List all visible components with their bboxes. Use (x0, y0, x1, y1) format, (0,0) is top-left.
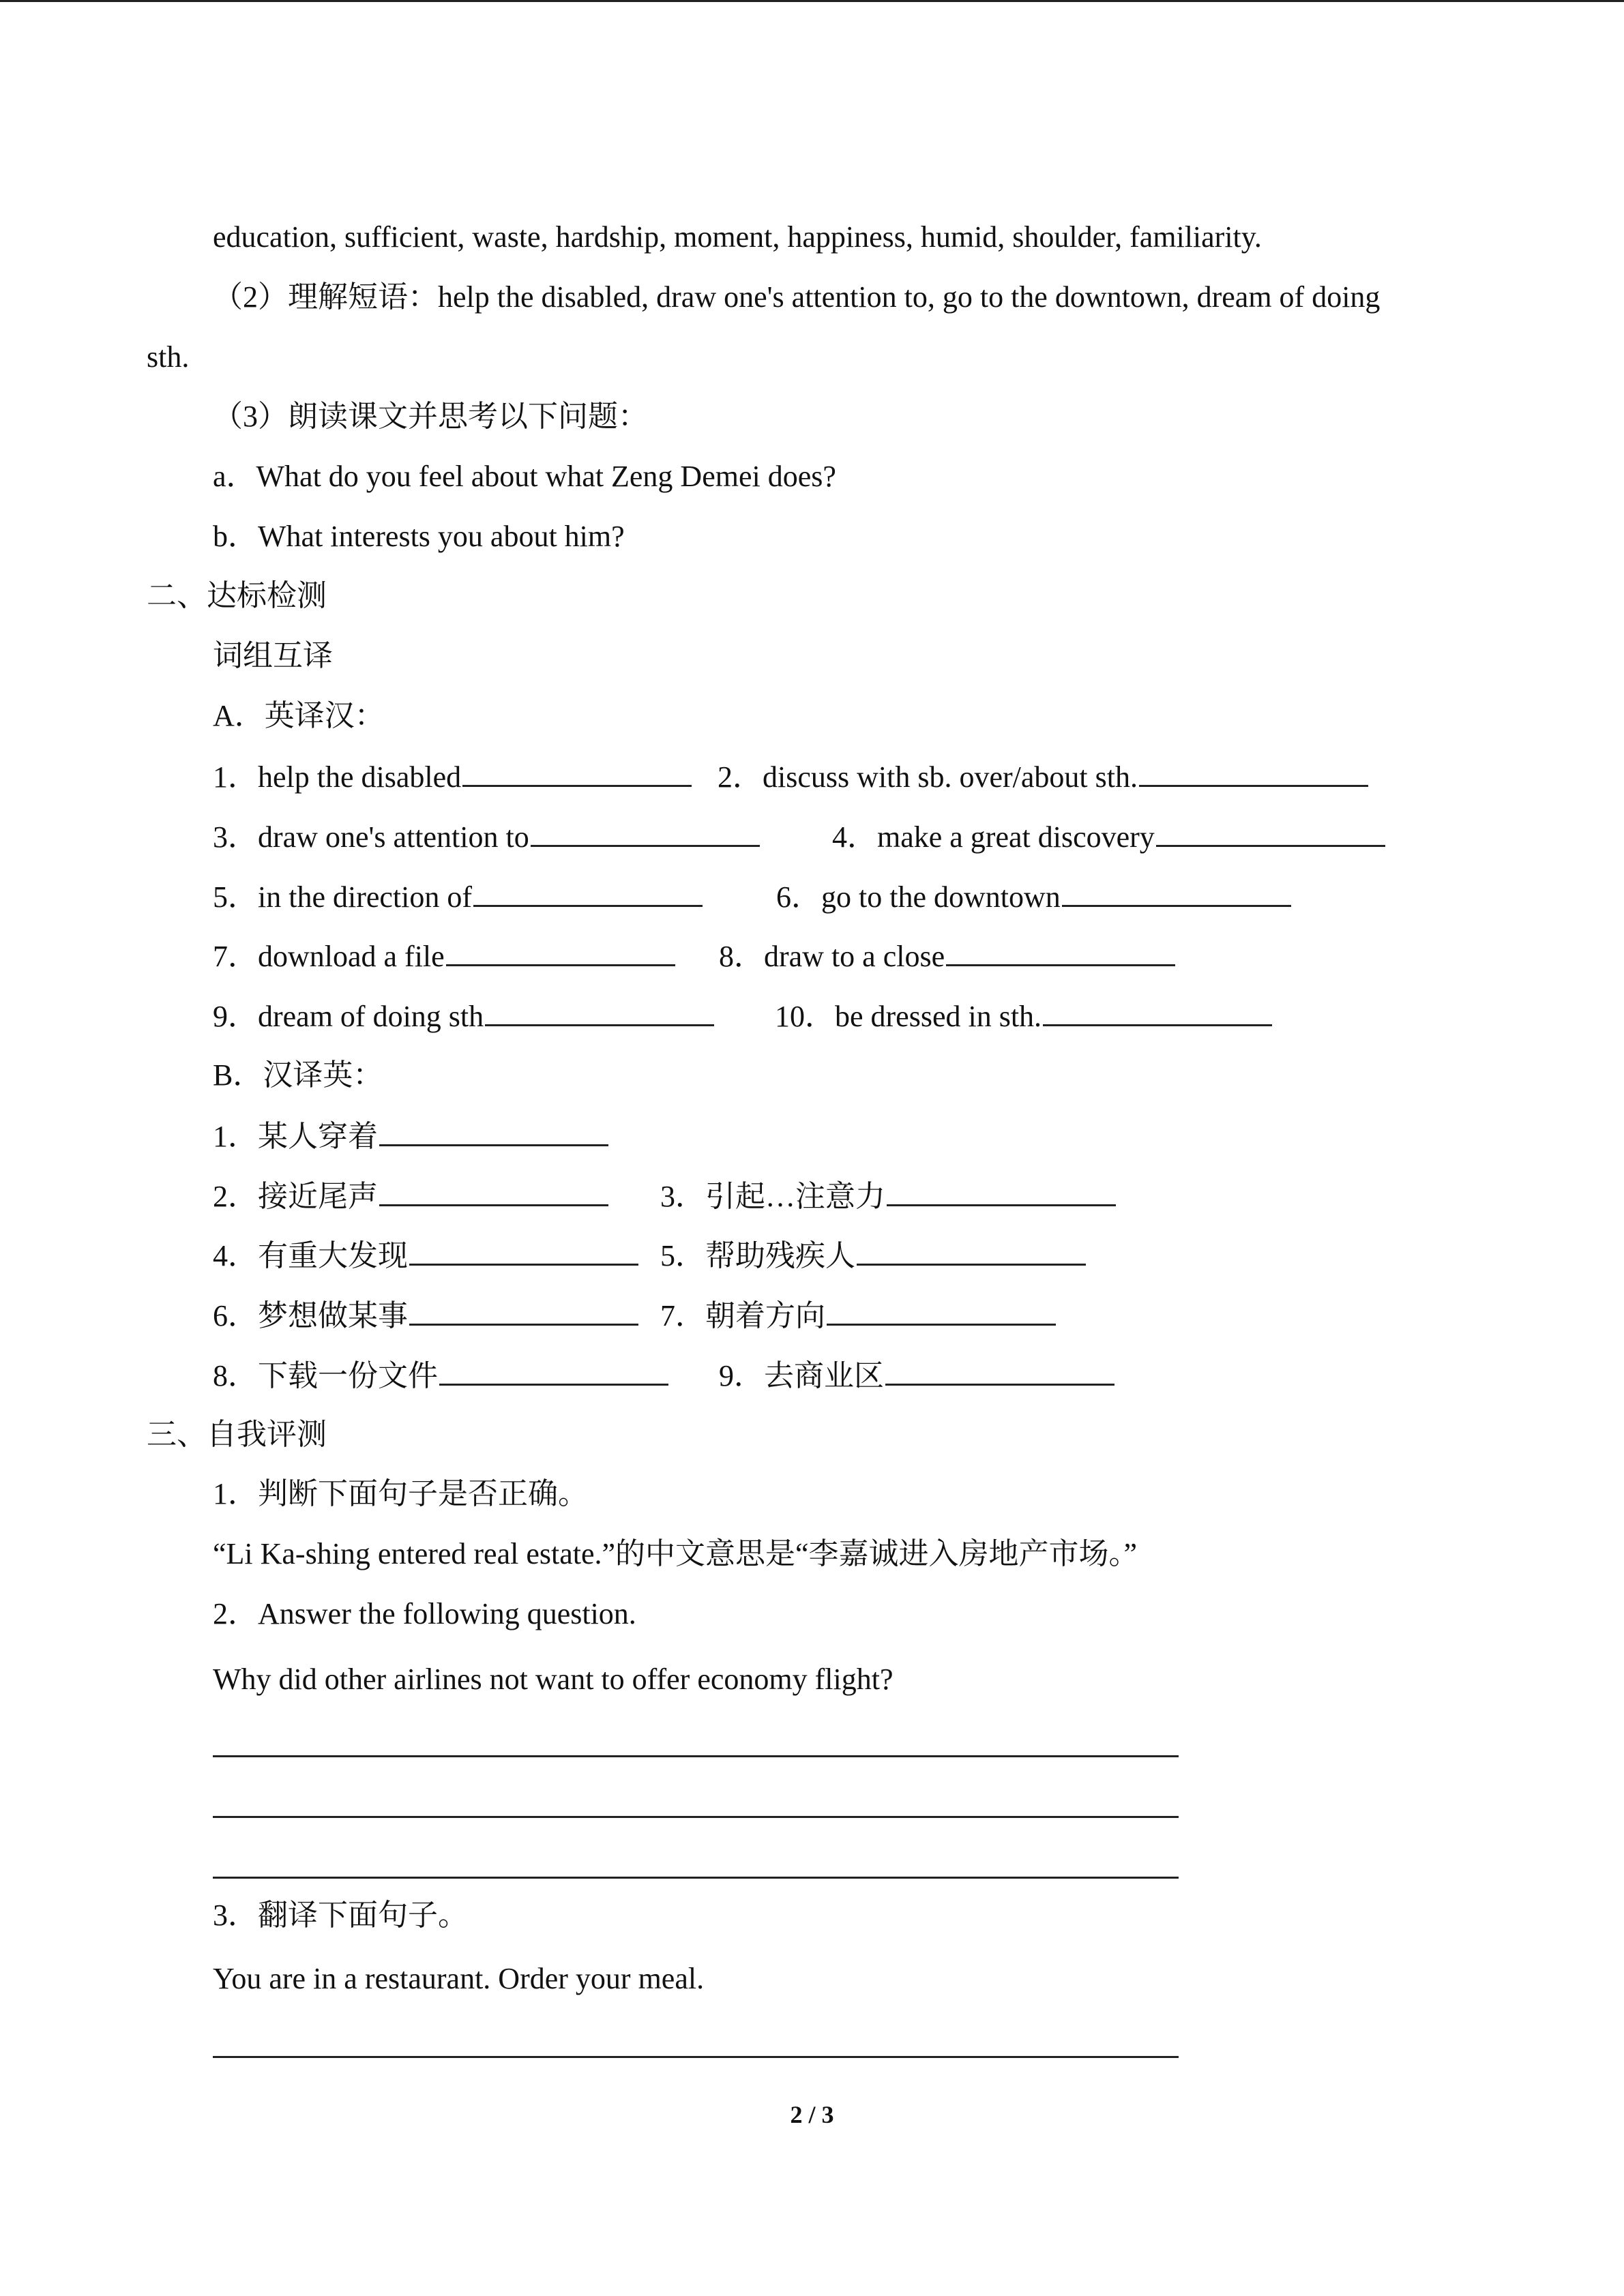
answer-blank[interactable] (1156, 818, 1385, 847)
vocab-line: education, sufficient, waste, hardship, moment, happiness, humid, shoulder, familiarity. (213, 220, 1262, 254)
answer-blank[interactable] (462, 758, 692, 787)
question-a: a．What do you feel about what Zeng Demei does? (213, 460, 836, 493)
c2e-item: 1．某人穿着 (213, 1117, 608, 1155)
e2c-item: 1．help the disabled (213, 758, 692, 796)
reading-task: （3）朗读课文并思考以下问题： (213, 400, 648, 433)
e2c-item: 4．make a great discovery (832, 818, 1385, 856)
answer-blank[interactable] (857, 1236, 1086, 1266)
e2c-item: 5．in the direction of (213, 878, 703, 916)
answer-line[interactable] (213, 2056, 1179, 2058)
c2e-item: 2．接近尾声 (213, 1177, 608, 1215)
c2e-item: 8．下载一份文件 (213, 1356, 668, 1395)
answer-blank[interactable] (887, 1177, 1116, 1206)
e2c-item: 6．go to the downtown (776, 878, 1291, 916)
q3-text: You are in a restaurant. Order your meal. (213, 1962, 705, 1995)
phrases-line: （2）理解短语：help the disabled, draw one's attention to, go to the downtown, dream of doing (213, 280, 1381, 314)
c2e-item: 7．朝着方向 (660, 1296, 1056, 1335)
c2e-item: 3．引起…注意力 (660, 1177, 1116, 1215)
question-b: b．What interests you about him? (213, 520, 625, 553)
q2-text: Why did other airlines not want to offer economy flight? (213, 1663, 894, 1696)
section-heading-2: 二、达标检测 (147, 579, 327, 612)
q1-title: 1．判断下面句子是否正确。 (213, 1477, 588, 1510)
page-number: 2 / 3 (790, 2101, 834, 2128)
q2-title: 2．Answer the following question. (213, 1597, 636, 1630)
answer-blank[interactable] (885, 1356, 1114, 1386)
answer-blank[interactable] (446, 937, 675, 966)
top-border (0, 0, 1624, 2)
section-b-title: B．汉译英： (213, 1058, 383, 1092)
e2c-item: 2．discuss with sb. over/about sth. (718, 758, 1368, 796)
e2c-item: 8．draw to a close (719, 937, 1175, 975)
answer-blank[interactable] (409, 1296, 638, 1326)
sub-heading: 词组互译 (213, 639, 333, 672)
q3-title: 3．翻译下面句子。 (213, 1898, 468, 1932)
answer-blank[interactable] (827, 1296, 1056, 1326)
phrases-cont: sth. (147, 340, 190, 374)
c2e-item: 6．梦想做某事 (213, 1296, 638, 1335)
answer-blank[interactable] (1043, 997, 1272, 1026)
section-a-title: A．英译汉： (213, 699, 385, 732)
answer-blank[interactable] (439, 1356, 668, 1386)
answer-blank[interactable] (409, 1236, 638, 1266)
answer-blank[interactable] (946, 937, 1175, 966)
answer-blank[interactable] (485, 997, 714, 1026)
answer-line[interactable] (213, 1877, 1179, 1879)
e2c-item: 10．be dressed in sth. (775, 997, 1272, 1035)
e2c-item: 9．dream of doing sth (213, 997, 714, 1035)
e2c-item: 7．download a file (213, 937, 675, 975)
answer-blank[interactable] (1062, 878, 1291, 907)
answer-blank[interactable] (379, 1117, 608, 1146)
answer-blank[interactable] (379, 1177, 608, 1206)
q1-text: “Li Ka-shing entered real estate.”的中文意思是“李嘉诚进入房地产市场。” (213, 1537, 1138, 1570)
e2c-item: 3．draw one's attention to (213, 818, 760, 856)
c2e-item: 4．有重大发现 (213, 1236, 638, 1274)
c2e-item: 5．帮助残疾人 (660, 1236, 1086, 1274)
answer-blank[interactable] (1139, 758, 1368, 787)
c2e-item: 9．去商业区 (719, 1356, 1114, 1395)
answer-blank[interactable] (473, 878, 703, 907)
answer-line[interactable] (213, 1755, 1179, 1757)
answer-blank[interactable] (531, 818, 760, 847)
section-heading-3: 三、自我评测 (147, 1418, 327, 1451)
answer-line[interactable] (213, 1816, 1179, 1818)
